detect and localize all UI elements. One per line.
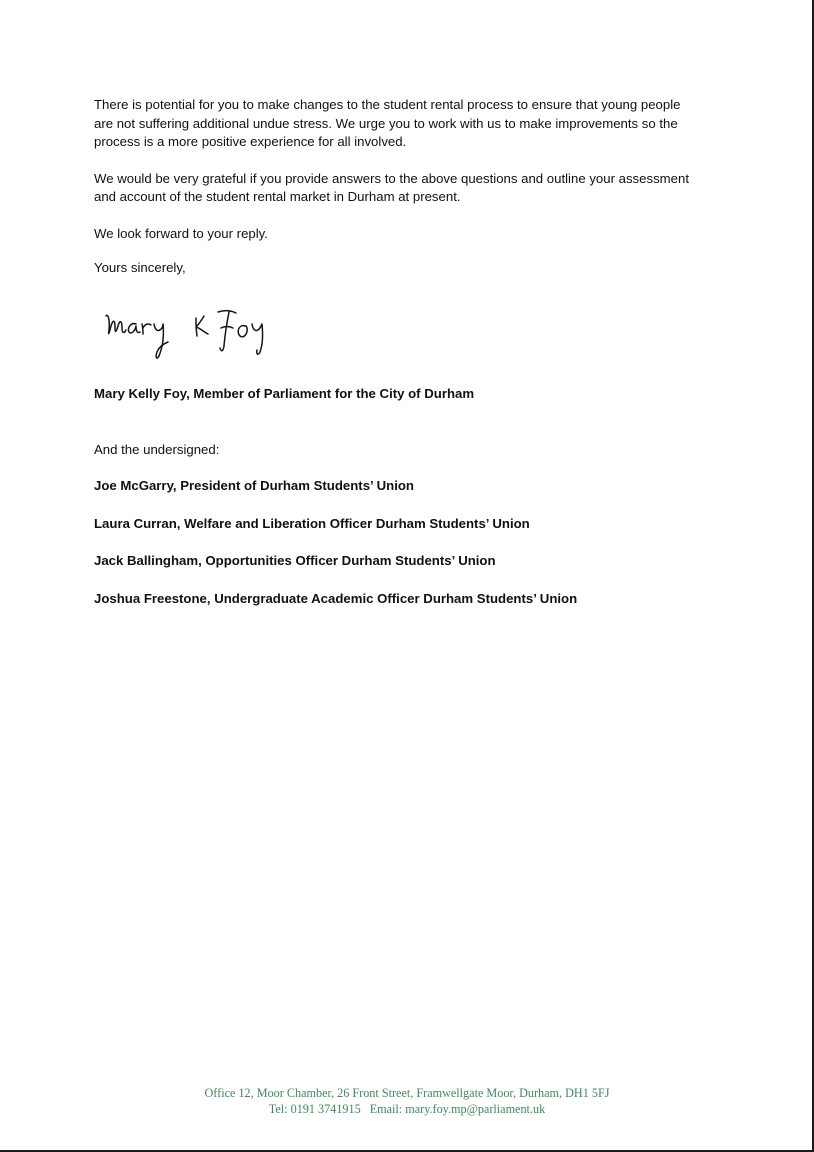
signatory-jack-ballingham: Jack Ballingham, Opportunities Officer Durham Students’ Union — [94, 553, 496, 568]
paragraph-look-forward: We look forward to your reply. — [94, 225, 268, 241]
signer-name: Mary Kelly Foy, Member of Parliament for the City of Durham — [94, 386, 475, 401]
footer-address: Office 12, Moor Chamber, 26 Front Street, Framwellgate Moor, Durham, DH1 5FJ — [204, 1086, 610, 1100]
handwritten-signature — [100, 300, 280, 364]
footer-contact — [0, 1102, 814, 1118]
footer-tel: Tel: 0191 3741915 — [268, 1101, 361, 1116]
signatory-laura-curran: Laura Curran, Welfare and Liberation Officer Durham Students’ Union — [94, 515, 530, 531]
paragraph-request-answers: We would be very grateful if you provide answers to the above questions and outline your assessment and account of the student rental market in Durham at present. — [94, 170, 689, 204]
paragraph-rental-process: There is potential for you to make changes to the student rental process to ensure that young people are not suffering additional undue stress. We urge you to work with us to make improvements so the process is a more positive experience for all involved. — [94, 97, 681, 149]
letter-body — [94, 96, 694, 278]
signatory-list — [94, 477, 577, 627]
closing-salutation: Yours sincerely, — [94, 260, 186, 275]
footer-email: Email: mary.foy.mp@parliament.uk — [369, 1101, 546, 1116]
signatory-joe-mcgarry: Joe McGarry, President of Durham Students’ Union — [94, 478, 414, 493]
undersigned-intro: And the undersigned: — [94, 442, 220, 457]
signatory-joshua-freestone: Joshua Freestone, Undergraduate Academic Officer Durham Students’ Union — [94, 590, 578, 606]
letter-footer — [0, 1086, 814, 1117]
